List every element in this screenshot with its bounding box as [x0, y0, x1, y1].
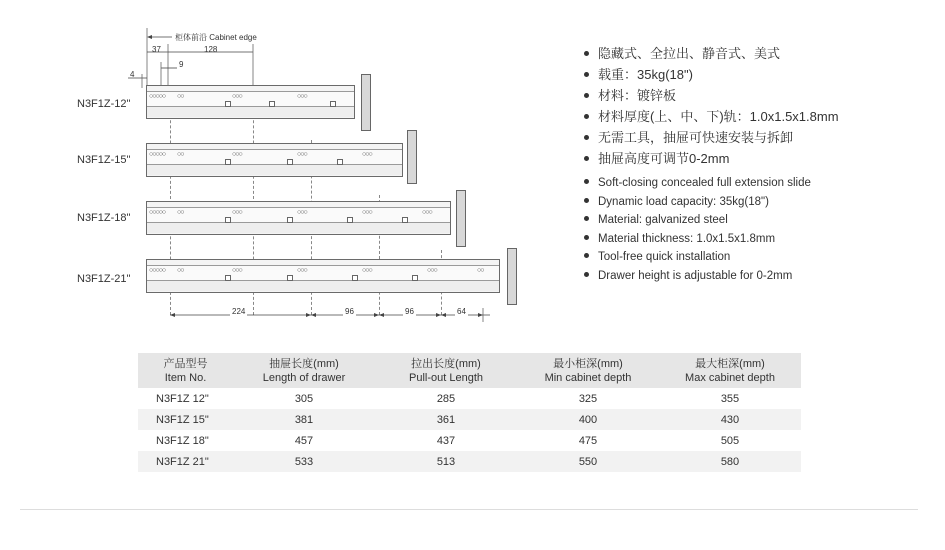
- slide-rail-21: ○○○○○ ○○ ○○○ ○○○ ○○○ ○○○ ○○: [146, 259, 500, 293]
- feature-item: Drawer height is adjustable for 0-2mm: [584, 270, 792, 282]
- bullet-icon: [584, 156, 589, 161]
- dimension-128: 128: [204, 45, 218, 54]
- bottom-dimension-lines: [165, 308, 495, 322]
- feature-item: 材料：镀锌板: [584, 85, 676, 104]
- bullet-icon: [584, 216, 589, 221]
- header-pullout-length: 拉出长度(mm) Pull-out Length: [375, 353, 517, 388]
- bullet-icon: [584, 235, 589, 240]
- feature-item: Tool-free quick installation: [584, 251, 730, 263]
- cabinet-panel-15: [407, 130, 417, 184]
- bullet-icon: [584, 198, 589, 203]
- dimension-9: 9: [179, 60, 184, 69]
- model-label-12: N3F1Z-12": [77, 98, 131, 110]
- feature-item: Soft-closing concealed full extension slide: [584, 177, 811, 189]
- bullet-icon: [584, 93, 589, 98]
- divider: [20, 509, 918, 510]
- bullet-icon: [584, 114, 589, 119]
- slide-rail-15: ○○○○○ ○○ ○○○ ○○○ ○○○: [146, 143, 403, 177]
- dimension-96: 96: [405, 307, 414, 316]
- slide-rail-12: ○○○○○ ○○ ○○○ ○○○: [146, 85, 355, 119]
- bullet-icon: [584, 253, 589, 258]
- header-item-no: 产品型号 Item No.: [138, 353, 233, 388]
- cabinet-panel-12: [361, 74, 371, 131]
- header-min-depth: 最小柜深(mm) Min cabinet depth: [517, 353, 659, 388]
- bullet-icon: [584, 272, 589, 277]
- dimension-224: 224: [232, 307, 246, 316]
- dimension-96: 96: [345, 307, 354, 316]
- dimension-64: 64: [457, 307, 466, 316]
- table-row: N3F1Z 21" 533 513 550 580: [138, 451, 801, 472]
- feature-item: Material thickness: 1.0x1.5x1.8mm: [584, 233, 775, 245]
- feature-item: Dynamic load capacity: 35kg(18"): [584, 196, 769, 208]
- table-row: N3F1Z 15" 381 361 400 430: [138, 409, 801, 430]
- bullet-icon: [584, 72, 589, 77]
- bullet-icon: [584, 51, 589, 56]
- slide-rail-18: ○○○○○ ○○ ○○○ ○○○ ○○○ ○○○: [146, 201, 451, 235]
- bullet-icon: [584, 135, 589, 140]
- feature-item: 载重：35kg(18"): [584, 64, 693, 83]
- top-dimension-lines: [120, 28, 400, 88]
- cabinet-panel-18: [456, 190, 466, 247]
- feature-item: Material: galvanized steel: [584, 214, 728, 226]
- bullet-icon: [584, 179, 589, 184]
- feature-item: 抽屉高度可调节0-2mm: [584, 148, 729, 167]
- table-header-row: [138, 353, 801, 388]
- model-label-15: N3F1Z-15": [77, 154, 131, 166]
- header-drawer-length: 抽屉长度(mm) Length of drawer: [233, 353, 375, 388]
- spec-table: [138, 353, 801, 472]
- cabinet-panel-21: [507, 248, 517, 305]
- table-row: N3F1Z 18" 457 437 475 505: [156, 434, 740, 447]
- feature-item: 隐藏式、全拉出、静音式、美式: [584, 43, 780, 62]
- dimension-37: 37: [152, 45, 161, 54]
- model-label-21: N3F1Z-21": [77, 273, 131, 285]
- cabinet-edge-label: 柜体前沿 Cabinet edge: [175, 33, 257, 42]
- feature-item: 材料厚度(上、中、下)轨：1.0x1.5x1.8mm: [584, 106, 839, 125]
- model-label-18: N3F1Z-18": [77, 212, 131, 224]
- feature-item: 无需工具，抽屉可快速安装与拆卸: [584, 127, 793, 146]
- header-max-depth: 最大柜深(mm) Max cabinet depth: [659, 353, 801, 388]
- table-row: N3F1Z 12" 305 285 325 355: [156, 392, 740, 405]
- dimension-4: 4: [130, 70, 135, 79]
